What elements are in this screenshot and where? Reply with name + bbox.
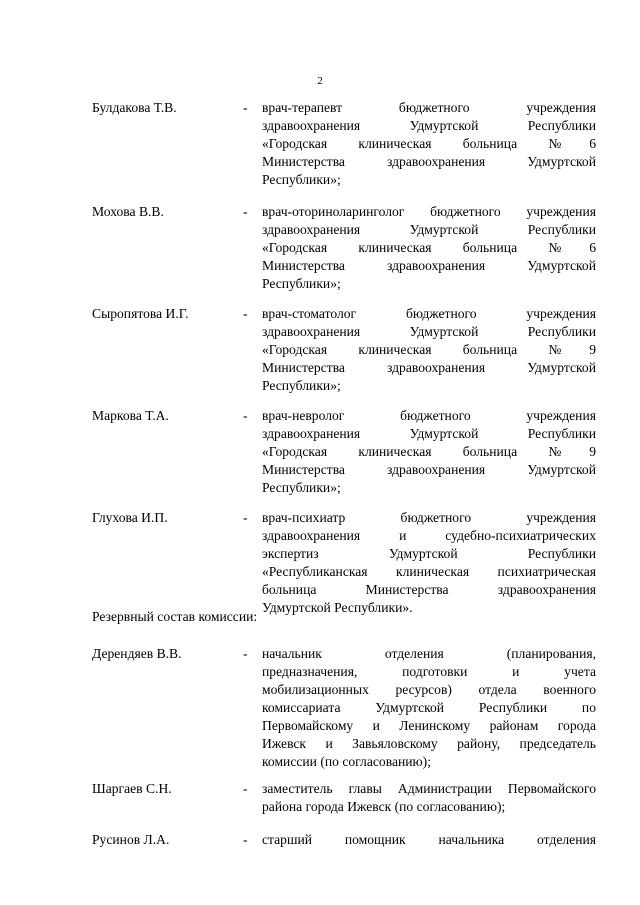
member-name: Мохова В.В. [92, 204, 164, 219]
position-line: мобилизационных ресурсов) отдела военного [262, 682, 596, 697]
member-position [262, 203, 596, 293]
page-number: 2 [317, 75, 323, 87]
member-name: Булдакова Т.В. [92, 100, 177, 115]
member-name: Глухова И.П. [92, 510, 168, 525]
member-name: Дерендяев В.В. [92, 646, 182, 661]
dash: - [243, 100, 248, 115]
position-line: врач-невролог бюджетного учреждения [262, 408, 596, 423]
position-line: «Городская клиническая больница №9 [262, 342, 596, 357]
position-line: Республики»; [262, 378, 341, 393]
member-position [262, 780, 596, 816]
member-name: Маркова Т.А. [92, 408, 169, 423]
position-line: начальник отделения (планирования, [262, 646, 596, 661]
reserve-heading: Резервный состав комиссии: [92, 609, 258, 624]
member-position [262, 407, 596, 497]
position-line: комиссариата Удмуртской Республики по [262, 700, 596, 715]
position-line: Министерства здравоохранения Удмуртской [262, 154, 596, 169]
position-line: «Городская клиническая больница №6 [262, 136, 596, 151]
position-line: здравоохранения Удмуртской Республики [262, 426, 596, 441]
member-position [262, 831, 596, 849]
position-line: Республики»; [262, 172, 341, 187]
position-line: врач-оториноларинголог бюджетного учреждения [262, 204, 596, 219]
position-line: Министерства здравоохранения Удмуртской [262, 462, 596, 477]
dash: - [243, 781, 248, 796]
position-line: «Республиканская клиническая психиатрическая [262, 564, 596, 579]
member-position [262, 645, 596, 771]
dash: - [243, 510, 248, 525]
position-line: больница Министерства здравоохранения [262, 582, 596, 597]
position-line: Ижевск и Завьяловскому району, председатель [262, 736, 596, 751]
position-line: Министерства здравоохранения Удмуртской [262, 258, 596, 273]
position-line: предназначения, подготовки и учета [262, 664, 596, 679]
position-line: Министерства здравоохранения Удмуртской [262, 360, 596, 375]
position-line: экспертиз Удмуртской Республики [262, 546, 596, 561]
member-position [262, 509, 596, 617]
position-line: Первомайскому и Ленинскому районам города [262, 718, 596, 733]
position-line: здравоохранения Удмуртской Республики [262, 222, 596, 237]
position-line: врач-терапевт бюджетного учреждения [262, 100, 596, 115]
dash: - [243, 306, 248, 321]
member-name: Шаргаев С.Н. [92, 781, 172, 796]
position-line: заместитель главы Администрации Первомайского [262, 781, 596, 796]
position-line: здравоохранения Удмуртской Республики [262, 118, 596, 133]
position-line: врач-психиатр бюджетного учреждения [262, 510, 596, 525]
dash: - [243, 408, 248, 423]
position-line: комиссии (по согласованию); [262, 754, 431, 769]
position-line: здравоохранения и судебно-психиатрических [262, 528, 596, 543]
dash: - [243, 204, 248, 219]
member-name: Русинов Л.А. [92, 832, 170, 847]
member-position [262, 99, 596, 189]
position-line: здравоохранения Удмуртской Республики [262, 324, 596, 339]
position-line: Республики»; [262, 480, 341, 495]
position-line: «Городская клиническая больница №6 [262, 240, 596, 255]
dash: - [243, 646, 248, 661]
dash: - [243, 832, 248, 847]
position-line: «Городская клиническая больница №9 [262, 444, 596, 459]
position-line: врач-стоматолог бюджетного учреждения [262, 306, 596, 321]
position-line: Удмуртской Республики». [262, 600, 413, 615]
position-line: старший помощник начальника отделения [262, 832, 596, 847]
position-line: района города Ижевск (по согласованию); [262, 799, 506, 814]
position-line: Республики»; [262, 276, 341, 291]
member-position [262, 305, 596, 395]
member-name: Сыропятова И.Г. [92, 306, 189, 321]
